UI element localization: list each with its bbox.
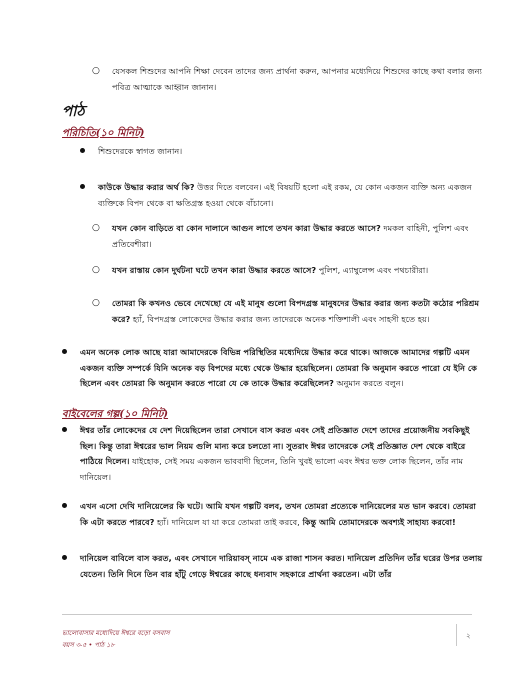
accident-answer: পুলিশ, এ্যাম্বুলেন্স এবং পথচারীরা।: [316, 265, 429, 275]
hollow-bullet-icon: ○: [92, 223, 100, 233]
hollow-bullet-icon: ○: [92, 298, 100, 308]
footer-vertical-divider: [456, 624, 457, 646]
section-bible-story-heading: বাইবেলের গল্প(১০ মিনিট): [62, 409, 169, 420]
hollow-bullet-icon: ○: [92, 265, 100, 275]
hollow-bullet-icon: ○: [92, 66, 100, 76]
story-paragraph-2-bold-end: কিন্তু আমি তোমাদেরকে অবশ্যই সাহায্য করবো!: [299, 516, 456, 527]
bullet-rescue-meaning: [98, 180, 484, 211]
section-intro-heading: পরিচিতি(১০ মিনিট): [62, 128, 145, 139]
sub-hard-work: [92, 296, 490, 327]
bullet-dot-icon: [80, 184, 85, 189]
story-paragraph-1: [80, 423, 484, 485]
intro-prayer-text: যেসকল শিশুদের আপনি শিক্ষা দেবেন তাদের জন্য প্রার্থনা করুন, আপনার মধ্যেদিয়ে শিশুদের কাছে কথা বলার জন্য পবিত্র আত্মাকে আহ্বান জানান।: [112, 66, 482, 92]
story-intro-question: এমন অনেক লোক আছে যারা আমাদেরকে বিভিন্ন পরিস্থিতির মধ্যেদিয়ে উদ্ধার করে থাকে। আজকে আমাদের গল্পটি এমন একজন ব্যক্তি সম্পর্কে যিনি অনেক বড় বিপদের মধ্যে থেকে উদ্ধার হয়েছিলেন। তোমরা কি অনুমান করতে পারো যে ইনি কে ছিলেন এবং তোমরা কি অনুমান করতে পারো যে কে তাকে উদ্ধার করেছিলেন?: [80, 347, 477, 388]
story-paragraph-3: [80, 551, 484, 582]
footer-divider: [62, 614, 472, 615]
intro-prayer-item: [92, 64, 488, 95]
bullet-welcome: [98, 144, 498, 160]
hard-work-answer: হ্যাঁ, বিপদগ্রস্ত লোকেদের উদ্ধার করার জন্য তাদেরকে অনেক শক্তিশালী এবং সাহসী হতে হয়।: [130, 313, 430, 324]
accident-question: যখন রাস্তায় কোন দুর্ঘটনা ঘটে তখন কারা উদ্ধার করতে আসে?: [112, 265, 317, 275]
hard-work-question: তোমরা কি কখনও ভেবে দেখেছো যে এই মানুষ গুলো বিপদগ্রস্ত মানুষদের উদ্ধার করার জন্য কতটা কঠোর পরিশ্রম করে?: [112, 298, 480, 324]
story-paragraph-1-text: যাইহোক, সেই সময় একজন ভাববাদী ছিলেন, তিনি খুবই ভালো এবং ঈশ্বর ভক্ত লোক ছিলেন, তাঁর নাম দানিয়েল।: [80, 456, 464, 482]
bullet-dot-icon: [62, 503, 67, 508]
story-paragraph-1-bold: ঈশ্বর তাঁর লোকেদের যে দেশ দিয়েছিলেন তারা সেখানে বাস করত এবং সেই প্রতিজ্ঞাত দেশে তাদের প্রয়োজনীয় সবকিছুই ছিল। কিন্তু তারা ঈশ্বরের ভাল নিয়ম গুলি মান্য করে চলতো না। সুতরাং ঈশ্বর তাদেরকে সেই প্রতিজ্ঞাত দেশ থেকে বাইরে পাঠিয়ে দিলেন।: [80, 425, 470, 466]
rescue-question: কাউকে উদ্ধার করার অর্থ কি?: [98, 182, 195, 192]
sub-accident-rescue: [92, 263, 490, 279]
welcome-text: শিশুদেরকে স্বাগত জানান।: [98, 146, 183, 156]
fire-answer: দমকল বাহিনী, পুলিশ এবং প্রতিবেশীরা।: [112, 223, 469, 249]
bullet-dot-icon: [80, 148, 85, 153]
story-intro-instruction: অনুমান করতে বলুন।: [333, 378, 404, 388]
footer-subtitle: বয়স ৩-৫ • পাঠ ১৮: [62, 641, 115, 649]
bullet-dot-icon: [62, 427, 67, 432]
lesson-heading: পাঠ: [62, 102, 85, 120]
bullet-dot-icon: [62, 555, 67, 560]
story-paragraph-2-text: হ্যাঁ। দানিয়েল যা যা করে তোমরা তাই করবে,: [154, 516, 300, 527]
page-number: ২: [466, 632, 471, 640]
bullet-dot-icon: [62, 349, 67, 354]
story-paragraph-2-bold: এখন এসো দেখি দানিয়েলের কি ঘটে। আমি যখন গল্পটি বলব, তখন তোমরা প্রত্যেকে দানিয়েলের মত ভান করবে। তোমরা কি এটা করতে পারবে?: [80, 501, 476, 527]
footer-title: ভালোবাসার মধ্যেদিয়ে ঈশ্বরে বড়ো বসবাস: [62, 629, 170, 637]
story-paragraph-2: [80, 499, 484, 530]
rescue-answer: উত্তর দিতে বলবেন। এই বিষয়টি হলো এই রকম, যে কোন একজন ব্যক্তি অন্য একজন ব্যক্তিকে বিপদ থেকে বা ক্ষতিগ্রস্ত হওয়া থেকে বাঁচানো।: [98, 182, 472, 208]
story-paragraph-3-bold: দানিয়েল বাবিলে বাস করত, এবং সেখানে দারিয়াবস্ নামে এক রাজা শাসন করত। দানিয়েল প্রতিদিন তাঁর ঘরের উপর তলায় যেতেন। তিনি দিনে তিন বার হাঁটু গেড়ে ঈশ্বরের কাছে ধন্যবাদ সহকারে প্রার্থনা করতেন। এটা তাঁর: [80, 553, 483, 579]
bullet-story-intro: [80, 345, 484, 392]
fire-question: যখন কোন বাড়িতে বা কোন দালানে আগুন লাগে তখন কারা উদ্ধার করতে আসে?: [112, 223, 381, 233]
sub-fire-rescue: [92, 221, 490, 252]
